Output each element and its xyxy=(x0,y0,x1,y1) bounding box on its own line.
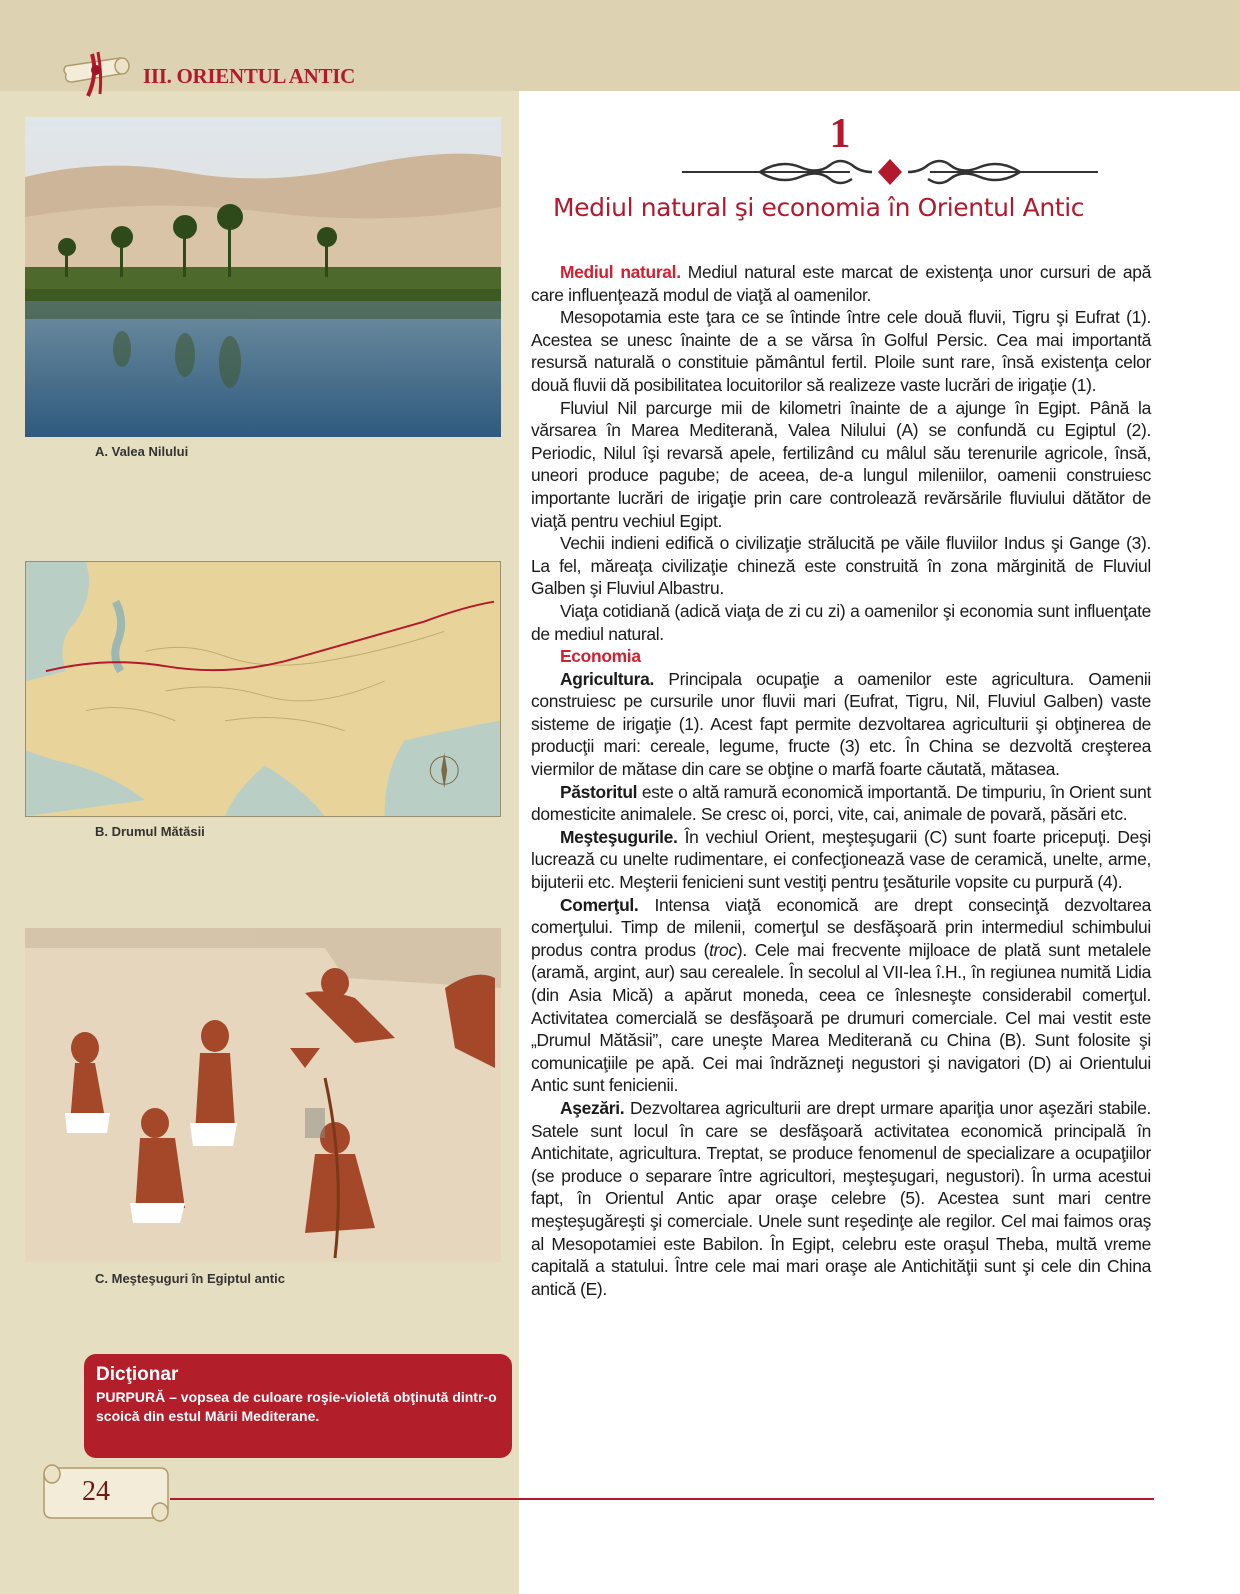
scroll-icon xyxy=(58,44,140,104)
page-number: 24 xyxy=(82,1476,110,1507)
settlements-heading: Aşezări. xyxy=(560,1097,625,1118)
paragraph-settlements xyxy=(531,1097,1151,1300)
egyptian-crafts-painting xyxy=(25,928,501,1262)
ornament-divider-icon xyxy=(680,153,1100,191)
economy-heading: Economia xyxy=(560,646,641,667)
silk-road-map xyxy=(25,561,501,817)
section-heading-natural: Mediul natural. xyxy=(560,262,681,282)
dictionary-term: PURPURĂ xyxy=(96,1389,166,1405)
term-troc: troc xyxy=(709,939,737,960)
paragraph-agriculture xyxy=(531,668,1151,781)
agriculture-heading: Agricultura. xyxy=(560,668,654,689)
paragraph-text: Principala ocupaţie a oamenilor este agricultura. Oamenii construiesc pe cursurile unor fluvii mari (Eufrat, Tigru, Nil, Fluviul Galben) vaste sisteme de irigaţie (1). Acest fapt permite dezvoltarea agriculturii şi obţinerea de producţii mari: cereale, legume, fructe (3) etc. În China se dezvoltă creşterea viermilor de mătase din care se obţine o marfă foarte căutată, mătasea. xyxy=(531,668,1151,780)
paragraph-crafts xyxy=(531,826,1151,894)
dictionary-box xyxy=(84,1354,512,1458)
section-heading-economy xyxy=(531,645,1151,668)
paragraph-mesopotamia: Mesopotamia este ţara ce se întinde între cele două fluvii, Tigru şi Eufrat (1). Acestea se unesc înainte de a se vărsa în Golful Persic. Cea mai importantă resursă naturală o constituie pământul fertil. Ploile sunt rare, însă existenţa celor două fluvii dă posibilitatea locuitorilor să realizeze vaste lucrări de irigaţie (1). xyxy=(531,307,1151,395)
paragraph-nile: Fluviul Nil parcurge mii de kilometri înainte de a ajunge în Egipt. Până la vărsarea în Marea Mediterană, Valea Nilului (A) se confundă cu Egiptul (2). Periodic, Nilul îşi revarsă apele, fertilizând cu mâlul său terenurile agricole, însă, uneori produce pagube; de aceea, de-a lungul mileniilor, oamenii construiesc importante lucrări de irigaţie prin care controlează revărsările fluviului dătător de viaţă pentru vechiul Egipt. xyxy=(531,397,1151,531)
lesson-title: Mediul natural şi economia în Orientul Antic xyxy=(553,193,1085,222)
herding-heading: Păstoritul xyxy=(560,781,638,802)
dictionary-definition: – vopsea de culoare roşie-violetă obţinută dintr-o scoică din estul Mării Mediterane. xyxy=(96,1389,497,1424)
dictionary-entry xyxy=(96,1388,500,1426)
paragraph-text: Intensa viaţă economică are drept consecinţă dezvoltarea comerţului. Timp de milenii, comerţul se desfăşoară prin intermediul schimbului produs contra produs ( xyxy=(531,894,1151,960)
paragraph-india-china: Vechii indieni edifică o civilizaţie strălucită pe văile fluviilor Indus şi Gange (3). La fel, măreaţa civilizaţie chineză este construită în zona mărginită de Fluviul Galben şi Fluviul Albastru. xyxy=(531,533,1151,599)
crafts-heading: Meşteşugurile. xyxy=(560,826,678,847)
caption-nile-valley: A. Valea Nilului xyxy=(95,444,189,459)
caption-egyptian-crafts: C. Meşteşuguri în Egiptul antic xyxy=(95,1271,285,1286)
paragraph-natural-environment xyxy=(531,261,1151,306)
paragraph-herding xyxy=(531,781,1151,826)
paragraph-text: Dezvoltarea agriculturii are drept urmare apariţia unor aşezări stabile. Satele sunt locul în care se desfăşoară activitatea economică principală în Antichitate, agricultura. Treptat, se produce fenomenul de specializare a ocupaţiilor (se produce o separare între agricultori, meşteşugari, negustori). În urma acestui fapt, în Orientul Antic apar oraşe celebre (5). Acestea sunt mari centre meşteşugăreşti şi comerciale. Unele sunt reşedinţe ale regilor. Cel mai faimos oraş al Mesopotamiei este Babilon. În Egipt, celebru este oraşul Theba, multă vreme capitală a statului. Între cele mai mari oraşe ale Antichităţii sunt şi cele din China antică (E). xyxy=(531,1097,1151,1299)
paragraph-text: este o altă ramură economică importantă. De timpuriu, în Orient sunt domesticite animalele. Se cresc oi, porci, vite, cai, animale de povară, păsări etc. xyxy=(531,781,1151,825)
dictionary-title: Dicţionar xyxy=(96,1364,179,1385)
lesson-number: 1 xyxy=(829,111,851,157)
trade-heading: Comerţul. xyxy=(560,894,639,915)
paragraph-text: ). Cele mai frecvente mijloace de plată sunt metalele (aramă, argint, aur) sau cerealele. În secolul al VII-lea î.H., în regiunea numită Lidia (din Asia Mică) a apărut moneda, ceea ce înlesneşte considerabil comerţul. Activitatea comercială se desfăşoară pe drumuri comerciale. Cel mai vestit este „Drumul Mătăsii”, care uneşte Marea Mediterană cu China (B). Sunt folosite şi comunicaţiile pe apă. Cei mai îndrăzneţi negustori şi navigatori (D) ai Orientului Antic sunt fenicienii. xyxy=(531,939,1151,1096)
paragraph-text: În vechiul Orient, meşteşugarii (C) sunt foarte pricepuţi. Deşi lucrează cu unelte rudimentare, ei confecţionează vase de ceramică, unelte, arme, bijuterii etc. Meşterii fenicieni sunt vestiţi pentru ţesăturile vopsite cu purpură (4). xyxy=(531,826,1151,893)
article-body xyxy=(531,261,1151,1300)
paragraph-text: Mediul natural este marcat de existenţa unor cursuri de apă care influenţează modul de viaţă al oamenilor. xyxy=(531,262,1151,305)
paragraph-daily-life: Viaţa cotidiană (adică viaţa de zi cu zi) a oamenilor şi economia sunt influenţate de mediul natural. xyxy=(531,600,1151,644)
footer-rule xyxy=(170,1498,1154,1500)
paragraph-trade xyxy=(531,894,1151,1097)
caption-silk-road: B. Drumul Mătăsii xyxy=(95,824,205,839)
nile-valley-photo xyxy=(25,117,501,437)
chapter-title: III. ORIENTUL ANTIC xyxy=(143,64,355,88)
